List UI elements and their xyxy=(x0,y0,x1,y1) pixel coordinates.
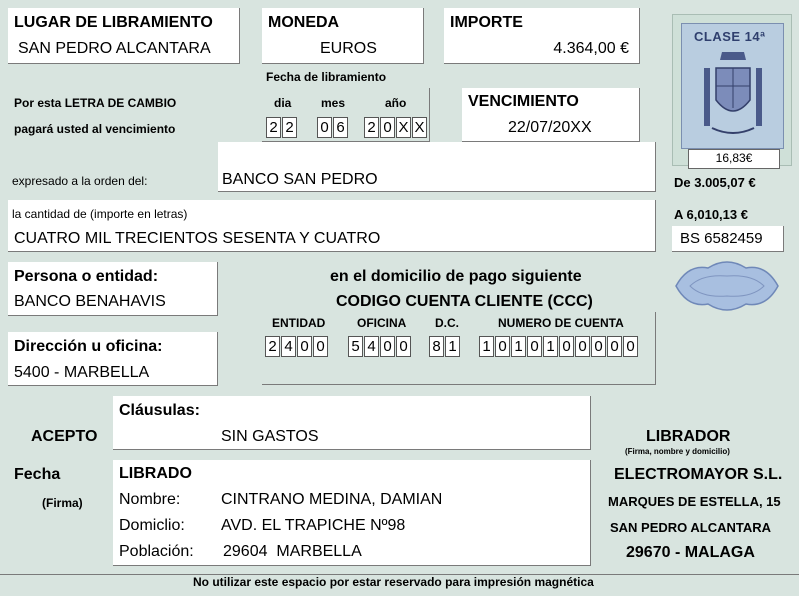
digit: 4 xyxy=(281,336,296,357)
footer-note: No utilizar este espacio por estar reservado para impresión magnética xyxy=(193,575,594,589)
digit: 8 xyxy=(429,336,444,357)
librador-street: MARQUES DE ESTELLA, 15 xyxy=(608,494,781,509)
digit: 2 xyxy=(282,117,297,138)
oficina-label: OFICINA xyxy=(357,316,407,330)
oficina-digits[interactable] xyxy=(348,336,412,357)
dc-digits[interactable] xyxy=(429,336,461,357)
librador-label: LIBRADOR xyxy=(646,428,731,445)
coat-of-arms-icon xyxy=(700,48,766,140)
librador-company: ELECTROMAYOR S.L. xyxy=(614,466,783,483)
anio-label: año xyxy=(385,96,407,110)
clausulas-box xyxy=(113,396,591,450)
poblacion-value[interactable]: 29604 MARBELLA xyxy=(223,543,362,560)
persona-label: Persona o entidad: xyxy=(14,268,159,285)
digit: 2 xyxy=(265,336,280,357)
librador-sub: (Firma, nombre y domicilio) xyxy=(625,447,730,456)
digit: 1 xyxy=(479,336,494,357)
clausulas-value[interactable]: SIN GASTOS xyxy=(221,428,319,445)
digit: X xyxy=(396,117,411,138)
mes-label: mes xyxy=(321,96,346,110)
direccion-value[interactable]: 5400 - MARBELLA xyxy=(14,364,150,381)
importe-value[interactable]: 4.364,00 € xyxy=(553,40,629,57)
clausulas-label: Cláusulas: xyxy=(119,402,200,419)
moneda-label: MONEDA xyxy=(268,14,340,31)
stamp-face xyxy=(681,23,784,165)
cuenta-digits[interactable] xyxy=(479,336,639,357)
acepto-label: ACEPTO xyxy=(31,428,98,445)
direccion-box xyxy=(8,332,218,386)
orden-value[interactable]: BANCO SAN PEDRO xyxy=(222,171,378,188)
digit: 0 xyxy=(527,336,542,357)
ccc-title: CODIGO CUENTA CLIENTE (CCC) xyxy=(336,293,593,310)
digit: 2 xyxy=(266,117,281,138)
moneda-box xyxy=(262,8,424,64)
fecha-label: Fecha xyxy=(14,466,61,483)
digit: X xyxy=(412,117,427,138)
orden-label: expresado a la orden del: xyxy=(12,174,148,188)
domicilio-label: Domiclio: xyxy=(119,517,185,534)
digit: 0 xyxy=(380,336,395,357)
digit: 4 xyxy=(364,336,379,357)
firma-label: (Firma) xyxy=(42,496,83,510)
cantidad-value[interactable]: CUATRO MIL TRECIENTOS SESENTA Y CUATRO xyxy=(14,230,381,247)
nombre-value[interactable]: CINTRANO MEDINA, DAMIAN xyxy=(221,491,443,508)
cantidad-label: la cantidad de (importe en letras) xyxy=(12,207,188,221)
digit: 2 xyxy=(364,117,379,138)
cuenta-label: NUMERO DE CUENTA xyxy=(498,316,624,330)
entidad-label: ENTIDAD xyxy=(272,316,326,330)
lugar-value[interactable]: SAN PEDRO ALCANTARA xyxy=(18,40,211,57)
domicilio-pago-title: en el domicilio de pago siguiente xyxy=(330,268,582,285)
tax-stamp xyxy=(672,14,792,166)
nombre-label: Nombre: xyxy=(119,491,181,508)
librado-box xyxy=(113,460,591,566)
digit: 0 xyxy=(575,336,590,357)
mes-digits[interactable] xyxy=(317,117,349,138)
digit: 0 xyxy=(317,117,332,138)
importe-box xyxy=(444,8,640,64)
digit: 1 xyxy=(511,336,526,357)
lugar-box xyxy=(8,8,240,64)
serial-box xyxy=(672,226,784,252)
importe-label: IMPORTE xyxy=(450,14,523,31)
orden-box xyxy=(218,142,656,192)
lugar-label: LUGAR DE LIBRAMIENTO xyxy=(14,14,213,31)
vencimiento-label: VENCIMIENTO xyxy=(468,93,579,110)
moneda-value[interactable]: EUROS xyxy=(320,40,377,57)
persona-box xyxy=(8,262,218,316)
dc-label: D.C. xyxy=(435,316,459,330)
digit: 0 xyxy=(396,336,411,357)
vencimiento-box xyxy=(462,88,640,142)
stamp-price: 16,83€ xyxy=(688,149,780,169)
digit: 0 xyxy=(380,117,395,138)
direccion-label: Dirección u oficina: xyxy=(14,338,163,355)
stamp-range-from: De 3.005,07 € xyxy=(674,175,756,190)
stamp-serial: BS 6582459 xyxy=(680,230,763,247)
anio-digits[interactable] xyxy=(364,117,428,138)
digit: 0 xyxy=(559,336,574,357)
entidad-digits[interactable] xyxy=(265,336,329,357)
cantidad-box xyxy=(8,200,656,252)
librador-city: SAN PEDRO ALCANTARA xyxy=(610,520,772,535)
letra-line1: Por esta LETRA DE CAMBIO xyxy=(14,96,177,110)
digit: 0 xyxy=(591,336,606,357)
digit: 0 xyxy=(297,336,312,357)
digit: 1 xyxy=(543,336,558,357)
poblacion-label: Población: xyxy=(119,543,194,560)
stamp-clase: CLASE 14ª xyxy=(694,29,766,44)
dia-label: dia xyxy=(274,96,292,110)
vencimiento-value[interactable]: 22/07/20XX xyxy=(508,119,592,136)
seal-icon xyxy=(668,254,786,318)
digit: 6 xyxy=(333,117,348,138)
persona-value[interactable]: BANCO BENAHAVIS xyxy=(14,293,166,310)
stamp-range-to: A 6,010,13 € xyxy=(674,207,748,222)
digit: 5 xyxy=(348,336,363,357)
digit: 0 xyxy=(607,336,622,357)
dia-digits[interactable] xyxy=(266,117,298,138)
digit: 0 xyxy=(313,336,328,357)
domicilio-value[interactable]: AVD. EL TRAPICHE Nº98 xyxy=(221,517,406,534)
digit: 0 xyxy=(623,336,638,357)
fecha-libramiento-label: Fecha de libramiento xyxy=(266,70,387,84)
librador-postal: 29670 - MALAGA xyxy=(626,544,755,561)
digit: 0 xyxy=(495,336,510,357)
digit: 1 xyxy=(445,336,460,357)
letra-line2: pagará usted al vencimiento xyxy=(14,122,176,136)
librado-label: LIBRADO xyxy=(119,465,192,482)
